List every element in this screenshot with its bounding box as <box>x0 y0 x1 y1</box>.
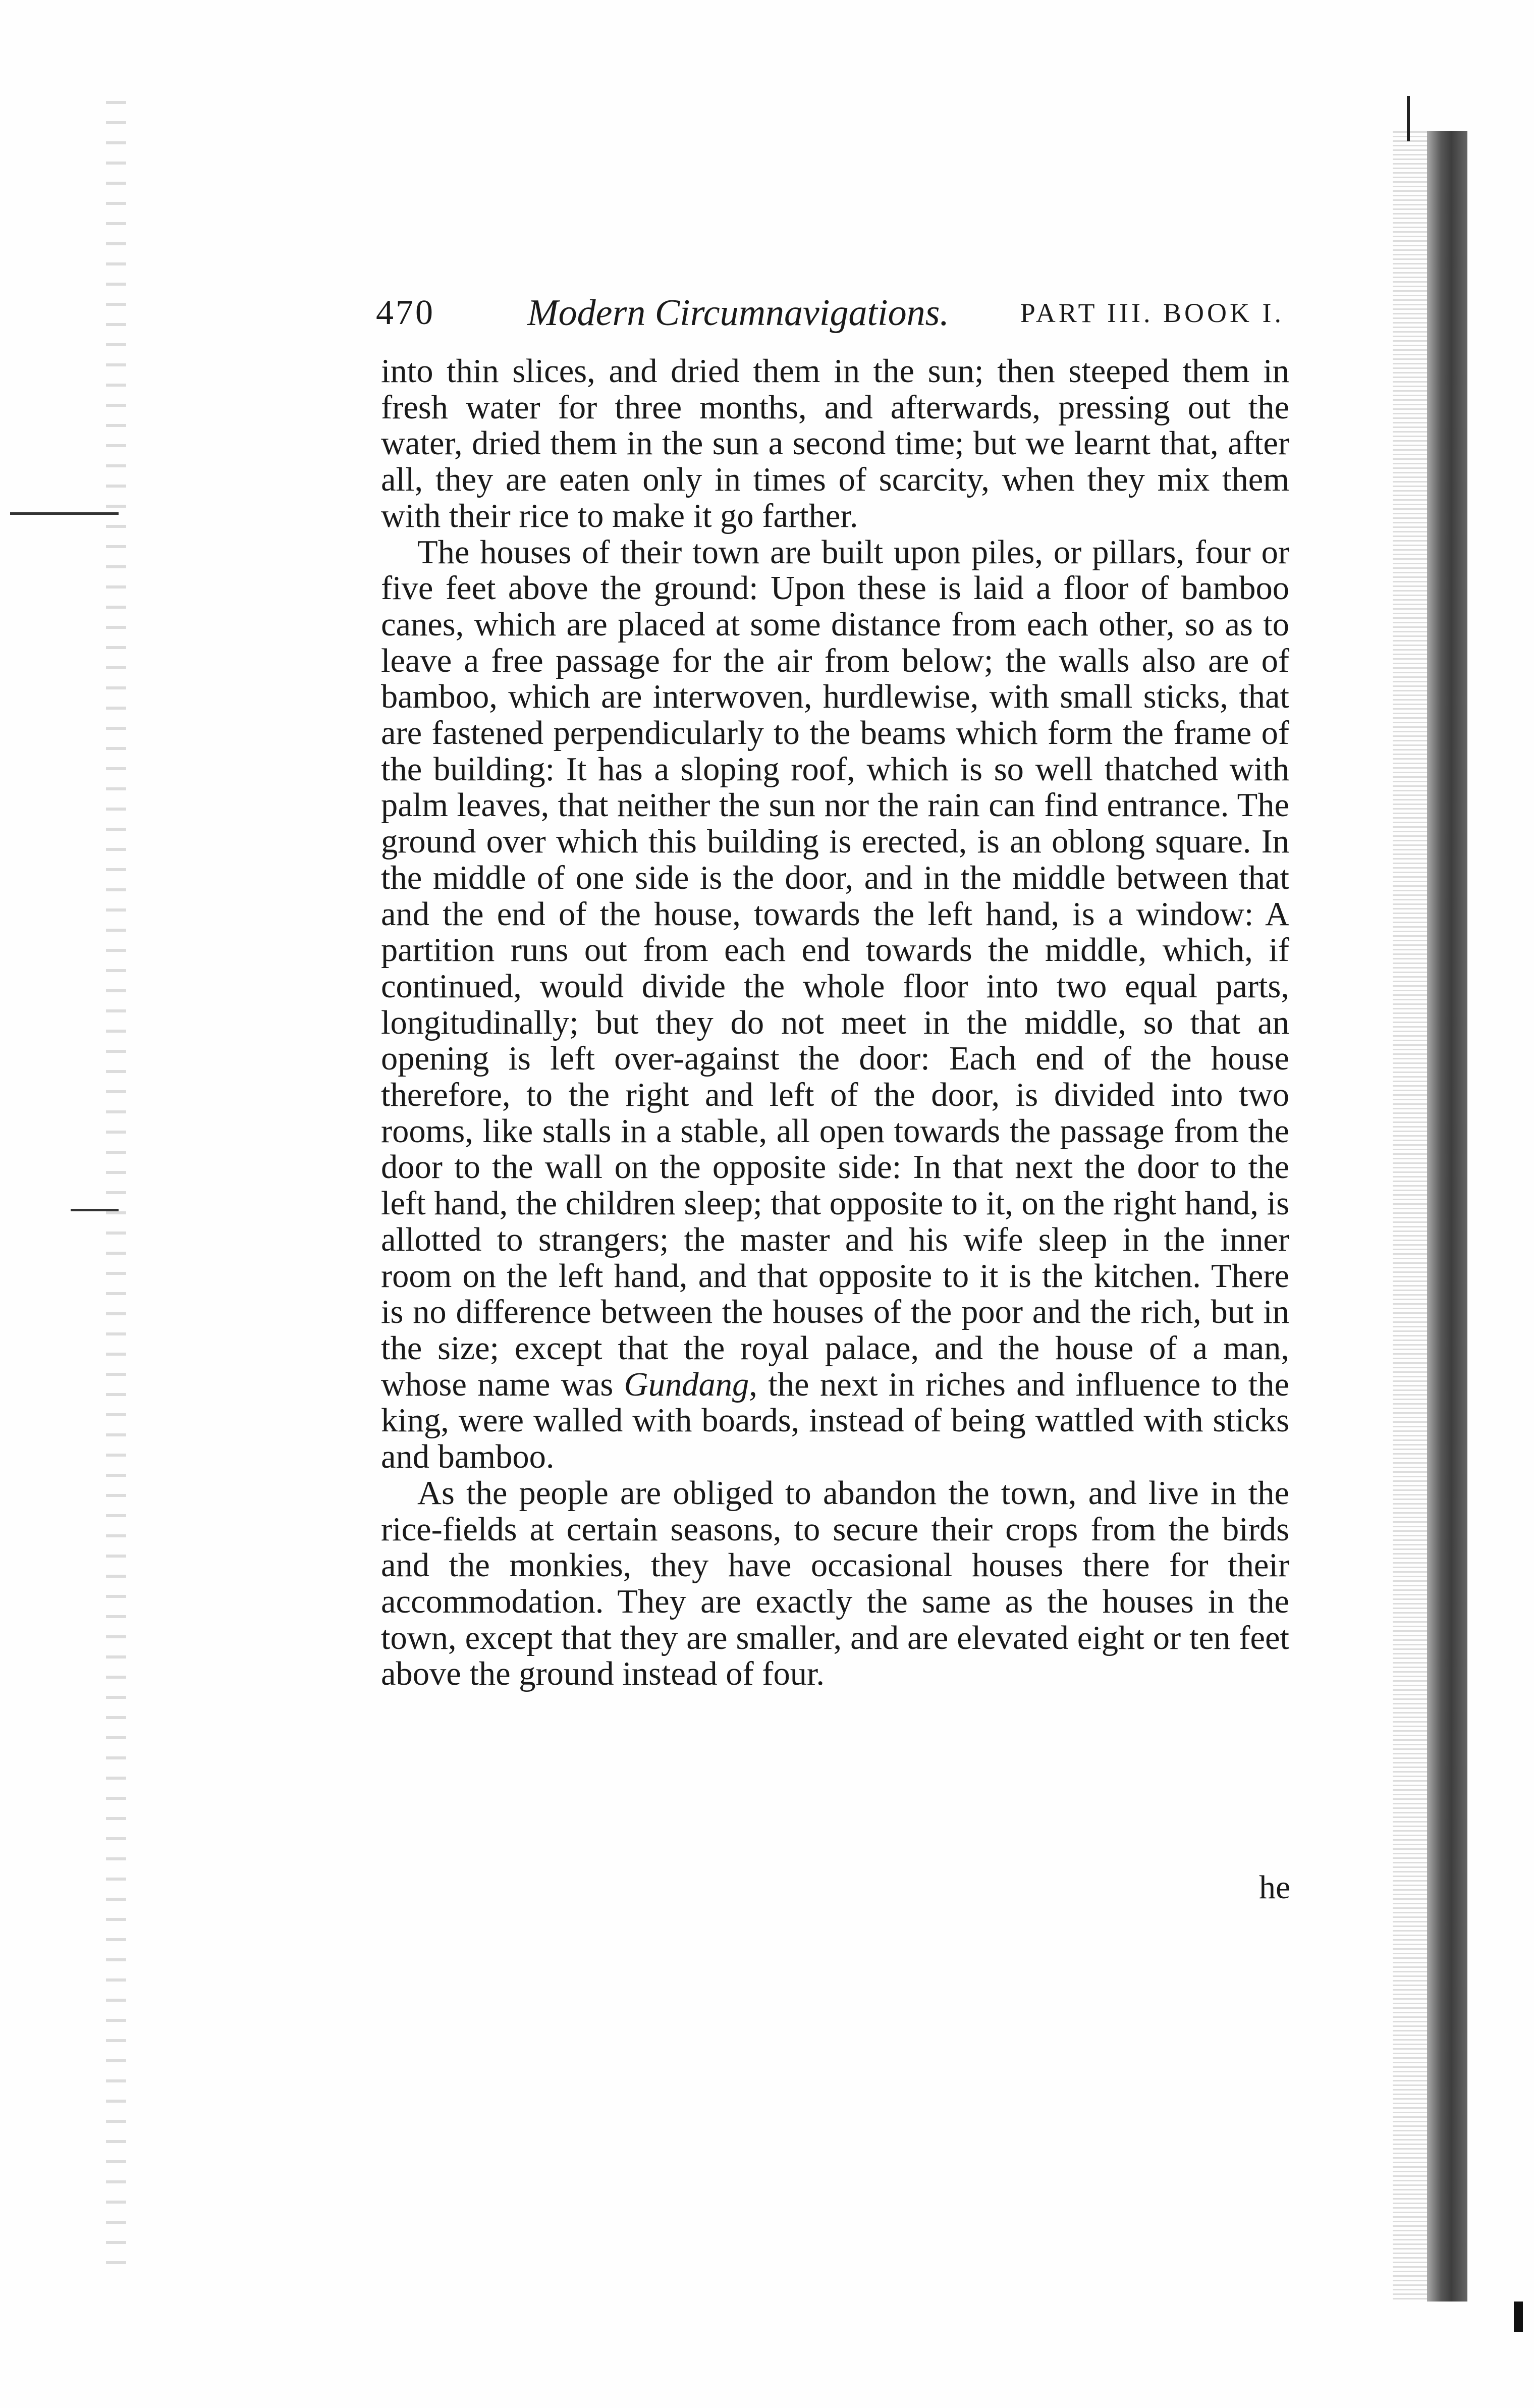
binding-speckle <box>1393 131 1428 2302</box>
paragraph-text: As the people are obliged to abandon the town, and live in the rice-fields at certain seasons, to secure their crops from the birds and the monkies, they have occasional houses there for their accommodation. They are exactly the same as the houses in the town, except that they are smaller, and are elevated eight or ten feet above the ground instead of four. <box>381 1474 1289 1693</box>
running-title: Modern Circumnavigations. <box>527 292 949 334</box>
binding-tick <box>1407 96 1410 141</box>
paragraph <box>381 353 1289 534</box>
body-text <box>381 353 1289 1692</box>
left-margin-rule <box>71 1209 119 1211</box>
paragraph <box>381 1475 1289 1692</box>
binding-mark <box>1514 2302 1523 2332</box>
paragraph-text: , the next in riches and influence to the king, were walled with boards, instead of being wattled with sticks and bamboo. <box>381 1366 1289 1476</box>
page-number: 470 <box>376 293 435 332</box>
left-margin-scan-artifact <box>106 101 126 2271</box>
catchword: he <box>1259 1869 1291 1906</box>
left-margin-rule <box>10 512 119 515</box>
running-header <box>376 285 1284 341</box>
section-label: PART III. BOOK I. <box>1020 298 1284 328</box>
paragraph-text: into thin slices, and dried them in the sun; then steeped them in fresh water for three months, and afterwards, pressing out the water, dried them in the sun a second time; but we learnt that, after all, they are eaten only in times of scarcity, when they mix them with their rice to make it go farther. <box>381 353 1289 534</box>
paragraph <box>381 534 1289 1475</box>
binding-shadow <box>1427 131 1467 2302</box>
italic-name: Gundang <box>624 1366 749 1403</box>
paragraph-text: The houses of their town are built upon piles, or pillars, four or five feet above the ground: Upon these is laid a floor of bamboo canes, which are placed at some distance from each other, so as to leave a free passage for the air from below; the walls also are of bamboo, which are interwoven, hurdlewise, with small sticks, that are fastened perpendicularly to the beams which form the frame of the building: It has a sloping roof, which is so well thatched with palm leaves, that neither the sun nor the rain can find entrance. The ground over which this building is erected, is an oblong square. In the middle of one side is the door, and in the middle between that and the end of the house, towards the left hand, is a window: A partition runs out from each end towards the middle, which, if continued, would divide the whole floor into two equal parts, longitudinally; but they do not meet in the middle, so that an opening is left over-against the door: Each end of the house therefore, to the right and left of the door, is divided into two rooms, like stalls in a stable, all open towards the passage from the door to the wall on the opposite side: In that next the door to the left hand, the children sleep; that opposite to it, on the right hand, is allotted to strangers; the master and his wife sleep in the inner room on the left hand, and that opposite to it is the kitchen. There is no difference between the houses of the poor and the rich, but in the size; except that the royal palace, and the house of a man, whose name was <box>381 533 1289 1403</box>
